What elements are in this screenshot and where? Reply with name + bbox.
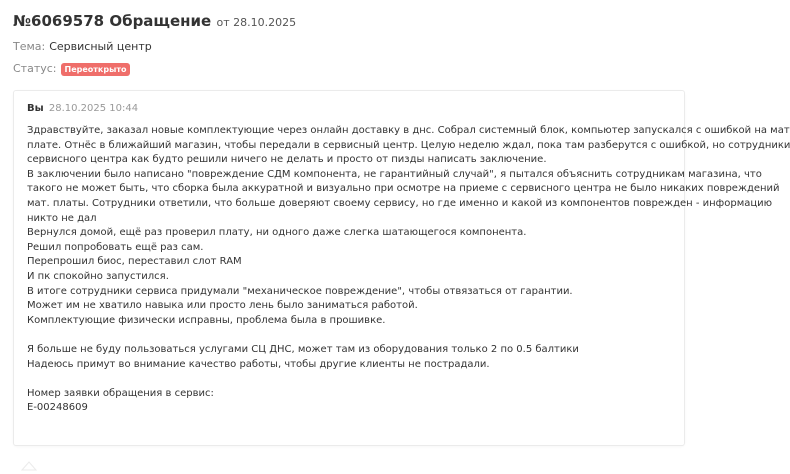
message-line: Здравствуйте, заказал новые комплектующие через онлайн доставку в днс. Собрал системный блок, компьютер запускался с ошибкой на мат — [27, 125, 790, 136]
message-card — [13, 90, 790, 446]
ticket-date: от 28.10.2025 — [216, 16, 297, 29]
message-line: E-00248609 — [27, 402, 88, 414]
ticket-status-row — [13, 62, 700, 76]
message-blank-line — [27, 372, 677, 387]
ticket-header — [13, 11, 700, 76]
message-line: В заключении было написано "повреждение СДМ компонента, не гарантийный случай", я пытался объяснить сотрудникам магазина, что — [27, 168, 762, 180]
ticket-theme-row — [13, 40, 700, 54]
message-line: Может им не хватило навыка или просто лень было заниматься работой. — [27, 300, 418, 312]
ticket-number: №6069578 — [13, 12, 105, 30]
message-line: сервисного центра как будто решили ничего не делать и просто от пизды написать заключение. — [27, 154, 547, 166]
message-line: такого не может быть, что сборка была аккуратной и визуально при осмотре на приеме с сервисного центра не было никаких повреждений — [27, 183, 780, 195]
message-line: Номер заявки обращения в сервис: — [27, 387, 214, 399]
page-title — [13, 11, 700, 33]
theme-value: Сервисный центр — [49, 40, 152, 53]
message-line: Я больше не буду пользоваться услугами СЦ ДНС, может там из оборудования только 2 по 0.5 балтики — [27, 343, 579, 355]
message-line: Комплектующие физически исправны, проблема была в прошивке. — [27, 314, 386, 326]
message-line: И пк спокойно запустился. — [27, 270, 169, 282]
bubble-tail-icon — [22, 455, 36, 464]
message-line: В итоге сотрудники сервиса придумали "механическое повреждение", чтобы отвязаться от гарантии. — [27, 285, 573, 297]
theme-label: Тема: — [13, 40, 46, 53]
message-blank-line — [27, 328, 677, 343]
message-line: Решил попробовать ещё раз сам. — [27, 241, 204, 253]
message-header — [27, 102, 138, 116]
status-label: Статус: — [13, 62, 57, 75]
message-line: плате. Отнёс в ближайший магазин, чтобы передали в сервисный центр. Целую неделю ждал, пока там разберутся с ошибкой, но сотрудники — [27, 139, 790, 151]
message-line: Перепрошил биос, переставил слот RAM — [27, 256, 242, 268]
ticket-kind: Обращение — [109, 12, 212, 30]
message-body — [27, 124, 790, 416]
message-line: никто не дал — [27, 212, 97, 224]
status-badge: Переоткрыто — [61, 63, 131, 76]
message-timestamp: 28.10.2025 10:44 — [48, 103, 139, 114]
message-line: мат. платы. Сотрудники ответили, что больше доверяют своему сервису, но где именно и какой из компонентов поврежден - информацию — [27, 197, 773, 209]
message-author: Вы — [27, 103, 44, 114]
message-line: Надеюсь примут во внимание качество работы, чтобы другие клиенты не пострадали. — [27, 358, 490, 370]
message-line: Вернулся домой, ещё раз проверил плату, ни одного даже слегка шатающегося компонента. — [27, 227, 527, 239]
